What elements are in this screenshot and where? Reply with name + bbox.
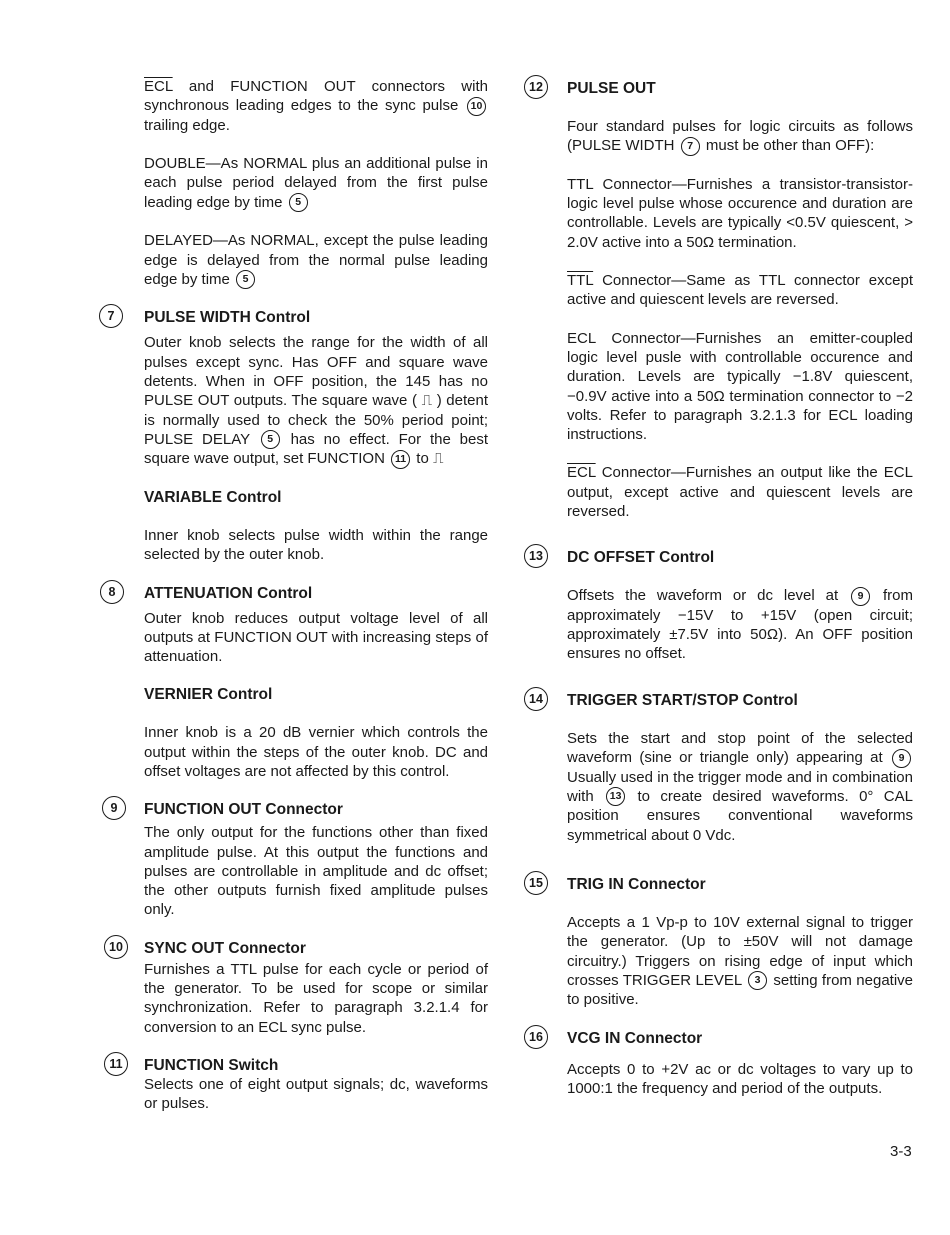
section-title: VCG IN Connector [567,1029,703,1047]
ref-circle: 11 [391,450,410,469]
section-sync-out [109,939,488,1037]
ref-circle: 9 [851,587,870,606]
section-function-out [110,800,488,919]
inverted-ttl-paragraph [567,271,913,310]
section-body [567,913,913,1010]
section-trigger-start-stop [529,691,913,845]
ref-circle: 5 [289,193,308,212]
section-vcg-in [529,1029,913,1099]
ref-circle: 3 [748,971,767,990]
section-trig-in [529,875,914,1010]
body-text: Usually used in the trigger mode and in combination with [567,768,913,805]
subsection-body: Inner knob is a 20 dB vernier which controls the output within the steps of the outer knob. DC and offset voltages are not affected by this control. [144,724,488,780]
section-number-badge: 11 [104,1052,128,1076]
section-title: PULSE OUT [567,80,656,97]
body-text: to create desired waveforms. 0° CAL position ensures conventional waveforms symmetrical about 0 Vdc. [567,787,913,844]
inverted-ecl-paragraph [567,463,913,521]
section-function-switch [109,1056,488,1114]
body-text: must be other than OFF): [705,137,875,155]
double-text: DOUBLE—As NORMAL plus an additional pulse in each pulse period delayed from the first pulse leading edge by time [144,155,488,211]
section-number-badge: 15 [524,871,548,895]
section-number-badge: 14 [524,687,548,711]
intro-text: and FUNCTION OUT connectors with synchronous leading edges to the sync pulse [144,78,488,115]
ecl-inverted-label: $\overline{ECL}$ [144,78,173,95]
ttl-inverted-label: $\overline{TTL}$ [567,272,594,290]
intro-paragraph [144,77,488,135]
page-number: 3-3 [890,1143,912,1160]
ref-circle: 5 [261,430,280,449]
body-text: from approximately −15V to +15V (open circuit; approximately ±7.5V into 50Ω). An OFF position ensures no offset. [567,587,913,663]
double-paragraph [144,154,488,212]
section-title: DC OFFSET Control [567,549,715,567]
section-body [567,586,913,663]
body-text: ) detent is normally used to check the 50% period point; PULSE DELAY [144,392,489,448]
section-number-badge: 9 [102,796,126,820]
delayed-paragraph [144,231,488,289]
section-title: TRIG IN Connector [567,875,706,893]
section-intro [567,117,913,156]
body-text: Offsets the waveform or dc level at [567,587,839,605]
subsection-title: VERNIER Control [144,686,273,704]
ref-circle: 13 [606,787,625,806]
section-title: ATTENUATION Control [144,584,313,602]
body-text: Accepts a 1 Vp-p to 10V external signal to trigger the generator. (Up to ±50V will not damage circuitry.) Triggers on rising edge of input which crosses TRIGGER LEVEL [567,913,913,989]
body-text: Connector—Furnishes an output like the ECL output, except active and quiescent levels are reversed. [567,464,913,520]
body-text: has no effect. For the best square wave output, set FUNCTION [144,430,488,468]
section-title: FUNCTION OUT Connector [144,801,343,819]
section-number-badge: 10 [104,935,128,959]
ref-circle: 7 [681,137,700,156]
section-pulse-width [107,308,489,564]
body-text: Connector—Same as TTL connector except active and quiescent levels are reversed. [567,272,914,309]
section-number-badge: 16 [524,1025,548,1049]
ref-circle: 5 [236,270,255,289]
ttl-connector-text: TTL Connector—Furnishes a transistor-transistor-logic level pulse whose occurence and duration are controllable. Levels are typically <0.5V quiescent, > 2.0V active into a 50Ω termination. [567,175,913,251]
intro-tail: trailing edge. [144,116,230,134]
section-body [144,333,488,469]
section-number-badge: 8 [100,580,124,604]
right-column [529,77,914,1098]
ecl-inverted-label: $\overline{ECL}$ [567,464,596,482]
ref-circle: 10 [467,97,486,116]
section-attenuation [108,584,488,782]
square-wave-icon: ⎍ [432,450,444,468]
ref-circle: 9 [892,749,911,768]
section-body: Accepts 0 to +2V ac or dc voltages to vary up to 1000:1 the frequency and period of the outputs. [567,1060,913,1097]
section-body: Furnishes a TTL pulse for each cycle or period of the generator. To be used for scope or similar synchronization. Refer to paragraph 3.2.1.4 for conversion to an ECL sync pulse. [144,960,488,1036]
section-number-badge: 13 [524,544,548,568]
section-title: SYNC OUT Connector [144,939,306,957]
subsection-title: VARIABLE Control [144,488,282,506]
section-number-badge: 12 [524,75,548,99]
body-text: Sets the start and stop point of the selected waveform (sine or triangle only) appearing at [567,729,913,766]
body-text: setting from negative to positive. [567,971,914,1009]
section-title: FUNCTION Switch [144,1056,279,1074]
ecl-connector-text: ECL Connector—Furnishes an emitter-coupled logic level pusle with controllable occurence and duration. Levels are typically −1.8V quiescent, −0.9V active into a 50Ω termination connector to −2 volts. Refer to paragraph 3.2.1.3 for ECL loading instructions. [567,329,913,444]
body-text: to [416,450,429,468]
section-dc-offset [529,548,913,663]
section-body [567,729,913,845]
left-column [107,77,489,1114]
section-body: The only output for the functions other than fixed amplitude pulse. At this output the functions and pulses are controllable in amplitude and dc offset; the other outputs furnish fixed amplitude pulses only. [144,824,488,919]
section-number-badge: 7 [99,304,123,328]
section-title: TRIGGER START/STOP Control [567,691,798,709]
body-text: Outer knob selects the range for the width of all pulses except sync. Has OFF and square wave detents. When in OFF position, the 145 has no PULSE OUT outputs. The square wave ( [144,334,488,410]
section-pulse-out [529,79,914,521]
section-title: PULSE WIDTH Control [144,309,311,327]
section-body: Selects one of eight output signals; dc, waveforms or pulses. [144,1075,488,1113]
subsection-body: Inner knob selects pulse width within the range selected by the outer knob. [144,526,488,564]
section-body: Outer knob reduces output voltage level of all outputs at FUNCTION OUT with increasing steps of attenuation. [144,609,488,666]
body-text: Four standard pulses for logic circuits as follows (PULSE WIDTH [567,118,913,155]
square-wave-icon: ⎍ [421,392,433,410]
delayed-text: DELAYED—As NORMAL, except the pulse leading edge is delayed from the normal pulse leading edge by time [144,232,488,288]
